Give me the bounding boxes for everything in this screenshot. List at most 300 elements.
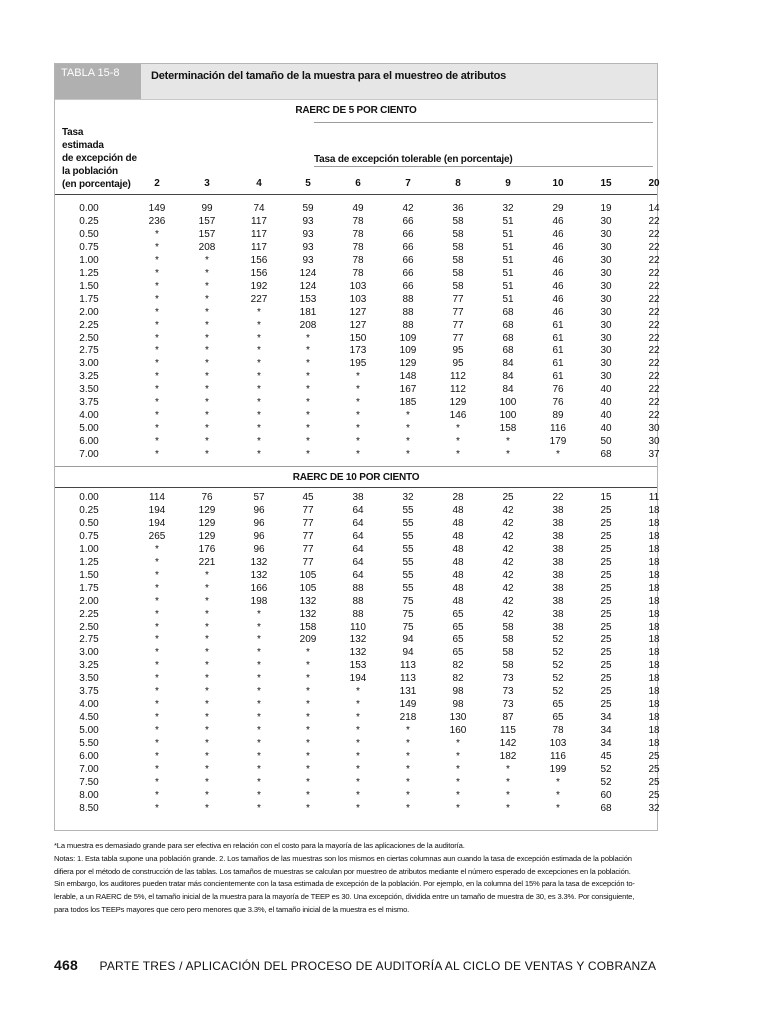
population-rate: 1.00 (79, 543, 99, 555)
sample-size-cell: 30 (600, 371, 612, 383)
sample-size-cell: * (155, 267, 159, 279)
sample-size-cell: 58 (502, 621, 514, 633)
sample-size-cell: 153 (349, 660, 367, 672)
sample-size-cell: 25 (600, 569, 612, 581)
sample-size-cell: * (257, 712, 261, 724)
sample-size-cell: 66 (402, 241, 414, 253)
sample-size-cell: 93 (302, 228, 314, 240)
population-rate: 6.00 (79, 751, 99, 762)
sample-size-cell: 30 (600, 228, 612, 240)
sample-size-cell: * (257, 345, 261, 357)
sample-size-cell: 78 (352, 228, 364, 240)
sample-size-cell: 65 (552, 712, 564, 724)
sample-size-cell: * (406, 763, 410, 775)
sample-size-cell: 93 (302, 215, 314, 227)
sample-size-cell: 66 (402, 254, 414, 266)
sample-size-cell: 153 (299, 293, 317, 305)
sample-size-cell: * (506, 449, 510, 461)
sample-size-cell: * (155, 293, 159, 305)
sample-size-cell: 55 (402, 556, 414, 568)
sample-size-cell: * (257, 332, 261, 344)
sample-size-cell: 38 (552, 595, 564, 607)
sample-size-cell: 105 (299, 569, 317, 581)
sample-size-cell: 55 (402, 543, 414, 555)
sample-size-cell: 116 (550, 423, 566, 435)
table-title: Determinación del tamaño de la muestra para el muestreo de atributos (151, 70, 507, 82)
page-number: 468 (54, 957, 78, 973)
sample-size-cell: 158 (299, 621, 317, 633)
rule-line (55, 466, 657, 467)
sample-size-cell: 51 (502, 241, 514, 253)
sample-size-cell: 30 (600, 332, 612, 344)
sample-size-cell: 40 (600, 410, 612, 422)
sample-size-cell: 11 (648, 492, 660, 503)
sample-size-cell: * (155, 660, 159, 672)
sample-size-cell: 34 (600, 738, 612, 750)
sample-size-cell: 46 (552, 306, 564, 318)
sample-size-cell: 113 (400, 660, 416, 672)
sample-size-cell: 19 (600, 203, 612, 214)
sample-size-cell: 208 (299, 319, 317, 331)
sample-size-cell: * (306, 410, 310, 422)
sample-size-cell: 265 (148, 530, 166, 542)
column-header: 2 (154, 178, 160, 189)
sample-size-cell: 68 (600, 802, 612, 814)
sample-size-cell: 132 (299, 608, 317, 620)
population-rate: 1.50 (79, 280, 99, 292)
population-rate: 6.00 (79, 436, 99, 448)
sample-size-cell: 66 (402, 215, 414, 227)
population-rate: 0.00 (79, 203, 99, 214)
sample-size-cell: * (155, 789, 159, 801)
sample-size-cell: 46 (552, 254, 564, 266)
sample-size-cell: * (205, 436, 209, 448)
sample-size-cell: * (155, 712, 159, 724)
sample-size-cell: * (306, 384, 310, 396)
sample-size-cell: 77 (302, 530, 314, 542)
sample-size-cell: * (556, 776, 560, 788)
sample-size-cell: * (306, 423, 310, 435)
column-header: 20 (648, 178, 660, 189)
sample-size-cell: 95 (452, 345, 464, 357)
table-notes (54, 840, 664, 917)
sample-size-cell: * (356, 776, 360, 788)
sample-size-cell: 185 (399, 397, 417, 409)
sample-size-cell: 55 (402, 517, 414, 529)
sample-size-cell: 25 (600, 530, 612, 542)
sample-size-cell: * (257, 319, 261, 331)
sample-size-cell: 34 (600, 712, 612, 724)
note-line: lerable, a un RAERC de 5%, el tamaño inicial de la muestra para la mayoría de TEEP es 30. Una excepción, dividida entre un tamaño de muestra de 30, es 3.3%. Por consiguiente, (54, 892, 635, 902)
sample-size-cell: 18 (648, 621, 660, 633)
sample-size-cell: 88 (402, 293, 414, 305)
sample-size-cell: 25 (600, 621, 612, 633)
sample-size-cell: 18 (648, 725, 660, 737)
sample-size-cell: 65 (452, 608, 464, 620)
sample-size-cell: 129 (399, 358, 417, 370)
sample-size-cell: 103 (349, 280, 367, 292)
sample-size-cell: 65 (552, 699, 564, 711)
sample-size-cell: * (205, 621, 209, 633)
table-tag: TABLA 15-8 (55, 64, 141, 99)
sample-size-cell: 22 (648, 267, 660, 279)
sample-size-cell: * (406, 436, 410, 448)
sample-size-cell: * (306, 751, 310, 762)
sample-size-cell: 194 (148, 517, 166, 529)
sample-size-cell: 22 (648, 254, 660, 266)
sample-size-cell: * (155, 569, 159, 581)
sample-size-cell: 142 (499, 738, 517, 750)
sample-size-cell: * (155, 802, 159, 814)
sample-size-cell: 52 (600, 776, 612, 788)
sample-size-cell: 22 (648, 241, 660, 253)
sample-size-cell: * (205, 332, 209, 344)
sample-size-cell: 30 (600, 306, 612, 318)
sample-size-cell: 78 (352, 215, 364, 227)
note-line: difiera por el método de construcción de las tablas. Los tamaños de muestras se calculan por muestreo de atributos mediante el número esperado de excepciones en la población. (54, 866, 631, 876)
sample-size-cell: 51 (502, 254, 514, 266)
sample-size-cell: * (257, 660, 261, 672)
population-rate: 8.50 (79, 802, 99, 814)
sample-size-cell: 42 (502, 556, 514, 568)
sample-size-cell: * (456, 423, 460, 435)
row-header-line: Tasa (62, 127, 84, 138)
sample-size-cell: 99 (201, 203, 213, 214)
sample-size-cell: 18 (648, 673, 660, 685)
sample-size-cell: * (456, 789, 460, 801)
sample-size-cell: 48 (452, 569, 464, 581)
sample-size-cell: 129 (449, 397, 467, 409)
sample-size-cell: 58 (452, 215, 464, 227)
population-rate: 3.50 (79, 384, 99, 396)
sample-size-cell: 117 (251, 215, 267, 227)
sample-size-cell: 129 (198, 504, 216, 516)
sample-size-cell: 50 (600, 436, 612, 448)
sample-size-cell: 88 (352, 608, 364, 620)
sample-size-cell: 38 (552, 530, 564, 542)
sample-size-cell: 22 (648, 371, 660, 383)
sample-size-cell: 22 (648, 410, 660, 422)
sample-size-cell: * (155, 776, 159, 788)
sample-size-cell: * (257, 397, 261, 409)
running-title: PARTE TRES / APLICACIÓN DEL PROCESO DE AUDITORÍA AL CICLO DE VENTAS Y COBRANZA (99, 959, 657, 973)
sample-size-cell: * (155, 582, 159, 594)
population-rate: 3.25 (79, 660, 99, 672)
sample-size-cell: 127 (349, 306, 367, 318)
sample-size-cell: * (155, 241, 159, 253)
sample-size-cell: 68 (502, 306, 514, 318)
sample-size-cell: * (155, 699, 159, 711)
sample-size-cell: * (257, 776, 261, 788)
section-title: RAERC DE 10 POR CIENTO (292, 472, 420, 483)
sample-size-cell: 30 (600, 267, 612, 279)
sample-size-cell: * (155, 449, 159, 461)
sample-size-cell: * (257, 384, 261, 396)
sample-size-cell: * (456, 738, 460, 750)
sample-size-cell: 77 (452, 293, 464, 305)
sample-size-cell: 25 (600, 647, 612, 659)
sample-size-cell: 132 (250, 556, 268, 568)
sample-size-cell: 18 (648, 712, 660, 724)
sample-size-cell: 25 (600, 686, 612, 698)
sample-size-cell: 61 (552, 371, 564, 383)
sample-size-cell: 78 (352, 241, 364, 253)
sample-size-cell: * (205, 738, 209, 750)
population-rate: 5.00 (79, 725, 99, 737)
sample-size-cell: 32 (502, 203, 514, 214)
sample-size-cell: 66 (402, 267, 414, 279)
sample-size-cell: 22 (552, 492, 564, 503)
sample-size-cell: 48 (452, 556, 464, 568)
sample-size-cell: 112 (450, 384, 466, 396)
sample-size-cell: * (356, 712, 360, 724)
sample-size-cell: 25 (600, 504, 612, 516)
sample-size-cell: 77 (302, 504, 314, 516)
sample-size-cell: 74 (253, 203, 265, 214)
population-rate: 1.00 (79, 254, 99, 266)
sample-size-cell: * (155, 384, 159, 396)
sample-size-cell: 25 (648, 751, 660, 762)
sample-size-cell: 25 (648, 776, 660, 788)
sample-size-cell: 52 (600, 763, 612, 775)
sample-size-cell: 179 (549, 436, 567, 448)
sample-size-cell: 25 (600, 634, 612, 646)
sample-size-cell: 64 (352, 556, 364, 568)
sample-size-cell: * (155, 763, 159, 775)
sample-size-cell: 64 (352, 543, 364, 555)
sample-size-cell: 88 (352, 582, 364, 594)
sample-size-cell: 25 (648, 763, 660, 775)
sample-size-cell: 49 (352, 203, 364, 214)
column-header: 6 (355, 178, 361, 189)
sample-size-cell: * (257, 751, 261, 762)
sample-size-cell: 109 (399, 345, 417, 357)
sample-size-cell: 96 (253, 517, 265, 529)
sample-size-cell: 38 (352, 492, 364, 503)
sample-size-cell: 130 (449, 712, 467, 724)
sample-size-cell: 51 (502, 280, 514, 292)
sample-size-cell: * (306, 358, 310, 370)
sample-size-cell: * (155, 725, 159, 737)
sample-size-cell: 77 (452, 332, 464, 344)
sample-size-cell: 194 (148, 504, 166, 516)
sample-size-cell: 58 (502, 634, 514, 646)
sample-size-cell: * (456, 751, 460, 762)
sample-size-cell: 127 (349, 319, 367, 331)
sample-size-cell: 93 (302, 241, 314, 253)
sample-size-cell: 149 (399, 699, 417, 711)
sample-size-cell: 132 (299, 595, 317, 607)
sample-size-cell: 38 (552, 556, 564, 568)
population-rate: 7.00 (79, 763, 99, 775)
sample-size-cell: 48 (452, 517, 464, 529)
sample-size-cell: * (356, 371, 360, 383)
sample-size-cell: 30 (648, 423, 660, 435)
sample-size-cell: 34 (600, 725, 612, 737)
sample-size-cell: 36 (452, 203, 464, 214)
sample-size-cell: 208 (198, 241, 216, 253)
sample-size-cell: * (356, 449, 360, 461)
sample-size-cell: 46 (552, 280, 564, 292)
sample-size-cell: * (306, 371, 310, 383)
sample-size-cell: 96 (253, 543, 265, 555)
sample-size-cell: * (155, 228, 159, 240)
sample-size-cell: * (506, 763, 510, 775)
sample-size-cell: 103 (349, 293, 367, 305)
sample-size-cell: * (356, 423, 360, 435)
sample-size-cell: 59 (302, 203, 314, 214)
sample-size-cell: 65 (452, 634, 464, 646)
sample-size-cell: * (257, 449, 261, 461)
sample-size-cell: 48 (452, 543, 464, 555)
sample-size-cell: 51 (502, 228, 514, 240)
population-rate: 1.75 (79, 293, 99, 305)
sample-size-cell: 55 (402, 530, 414, 542)
sample-size-cell: * (306, 712, 310, 724)
sample-size-cell: 30 (600, 358, 612, 370)
sample-size-cell: 22 (648, 306, 660, 318)
sample-size-cell: 42 (502, 530, 514, 542)
sample-size-cell: * (205, 802, 209, 814)
sample-size-cell: 98 (452, 699, 464, 711)
sample-size-cell: 58 (452, 280, 464, 292)
sample-size-cell: 18 (648, 530, 660, 542)
sample-size-cell: 68 (502, 345, 514, 357)
sample-size-cell: * (205, 371, 209, 383)
sample-size-cell: 52 (552, 686, 564, 698)
population-rate: 0.50 (79, 228, 99, 240)
sample-size-cell: * (356, 410, 360, 422)
sample-size-cell: 55 (402, 569, 414, 581)
sample-size-cell: * (257, 647, 261, 659)
sample-size-cell: 25 (648, 789, 660, 801)
sample-size-cell: * (205, 763, 209, 775)
sample-size-cell: 18 (648, 686, 660, 698)
sample-size-cell: 22 (648, 358, 660, 370)
sample-size-cell: 160 (449, 725, 467, 737)
sample-size-cell: * (155, 608, 159, 620)
sample-size-cell: 58 (452, 241, 464, 253)
sample-size-cell: * (205, 608, 209, 620)
population-rate: 0.25 (79, 215, 99, 227)
sample-size-cell: * (306, 789, 310, 801)
sample-size-cell: 58 (452, 254, 464, 266)
row-header (62, 126, 137, 191)
sample-size-cell: 46 (552, 241, 564, 253)
sample-size-cell: 109 (399, 332, 417, 344)
sample-size-cell: * (205, 647, 209, 659)
sample-size-cell: * (205, 319, 209, 331)
sample-size-cell: 25 (600, 556, 612, 568)
sample-size-cell: 48 (452, 530, 464, 542)
sample-size-cell: * (356, 436, 360, 448)
sample-size-cell: * (205, 410, 209, 422)
population-rate: 3.00 (79, 647, 99, 659)
population-rate: 1.25 (79, 267, 99, 279)
sample-size-cell: * (406, 776, 410, 788)
sample-size-cell: 61 (552, 345, 564, 357)
sample-size-cell: * (257, 410, 261, 422)
sample-size-cell: * (155, 332, 159, 344)
sample-size-cell: 100 (499, 410, 517, 422)
sample-size-cell: 103 (549, 738, 567, 750)
sample-size-cell: 42 (502, 569, 514, 581)
sample-size-cell: 75 (402, 608, 414, 620)
sample-size-cell: * (556, 802, 560, 814)
sample-size-cell: 68 (502, 332, 514, 344)
sample-size-cell: 88 (352, 595, 364, 607)
sample-size-cell: 38 (552, 621, 564, 633)
sample-size-cell: 42 (502, 504, 514, 516)
sample-size-cell: 150 (349, 332, 367, 344)
sample-size-cell: 218 (399, 712, 417, 724)
population-rate: 3.25 (79, 371, 99, 383)
sample-size-cell: * (356, 397, 360, 409)
sample-size-cell: * (556, 449, 560, 461)
sample-size-cell: 38 (552, 543, 564, 555)
sample-size-cell: 77 (452, 319, 464, 331)
sample-size-cell: * (257, 789, 261, 801)
sample-size-cell: * (155, 595, 159, 607)
sample-size-cell: * (205, 789, 209, 801)
sample-size-cell: 48 (452, 582, 464, 594)
sample-size-cell: 176 (198, 543, 216, 555)
sample-size-cell: 60 (600, 789, 612, 801)
sample-size-cell: 42 (502, 582, 514, 594)
table-title-band (55, 64, 657, 100)
sample-size-cell: 117 (251, 228, 267, 240)
sample-size-cell: 156 (250, 254, 268, 266)
sample-size-cell: 105 (299, 582, 317, 594)
sample-size-cell: * (356, 384, 360, 396)
row-header-line: estimada (62, 140, 104, 151)
column-header: 4 (256, 178, 262, 189)
sample-size-cell: * (155, 345, 159, 357)
sample-size-cell: 100 (499, 397, 517, 409)
sample-size-cell: 18 (648, 699, 660, 711)
sample-size-cell: * (205, 751, 209, 762)
sample-size-cell: * (257, 738, 261, 750)
sample-size-cell: * (257, 423, 261, 435)
sample-size-cell: 22 (648, 293, 660, 305)
sample-size-cell: 158 (499, 423, 517, 435)
population-rate: 3.00 (79, 358, 99, 370)
sample-size-cell: * (257, 306, 261, 318)
sample-size-cell: 61 (552, 358, 564, 370)
sample-size-cell: 132 (349, 647, 367, 659)
sample-size-cell: 38 (552, 608, 564, 620)
sample-size-cell: * (306, 647, 310, 659)
sample-size-cell: 25 (600, 517, 612, 529)
sample-size-cell: * (205, 306, 209, 318)
sample-size-cell: * (306, 802, 310, 814)
sample-size-cell: 22 (648, 319, 660, 331)
sample-size-cell: * (406, 410, 410, 422)
sample-size-cell: 77 (302, 517, 314, 529)
sample-size-cell: 30 (648, 436, 660, 448)
sample-size-cell: 42 (502, 608, 514, 620)
sample-size-cell: * (257, 673, 261, 685)
sample-size-cell: * (155, 543, 159, 555)
sample-size-cell: 46 (552, 267, 564, 279)
population-rate: 7.50 (79, 776, 99, 788)
sample-size-cell: 25 (600, 608, 612, 620)
sample-size-cell: * (257, 802, 261, 814)
sample-size-cell: 18 (648, 569, 660, 581)
sample-size-cell: * (205, 699, 209, 711)
population-rate: 7.00 (79, 449, 99, 461)
sample-size-cell: 18 (648, 504, 660, 516)
